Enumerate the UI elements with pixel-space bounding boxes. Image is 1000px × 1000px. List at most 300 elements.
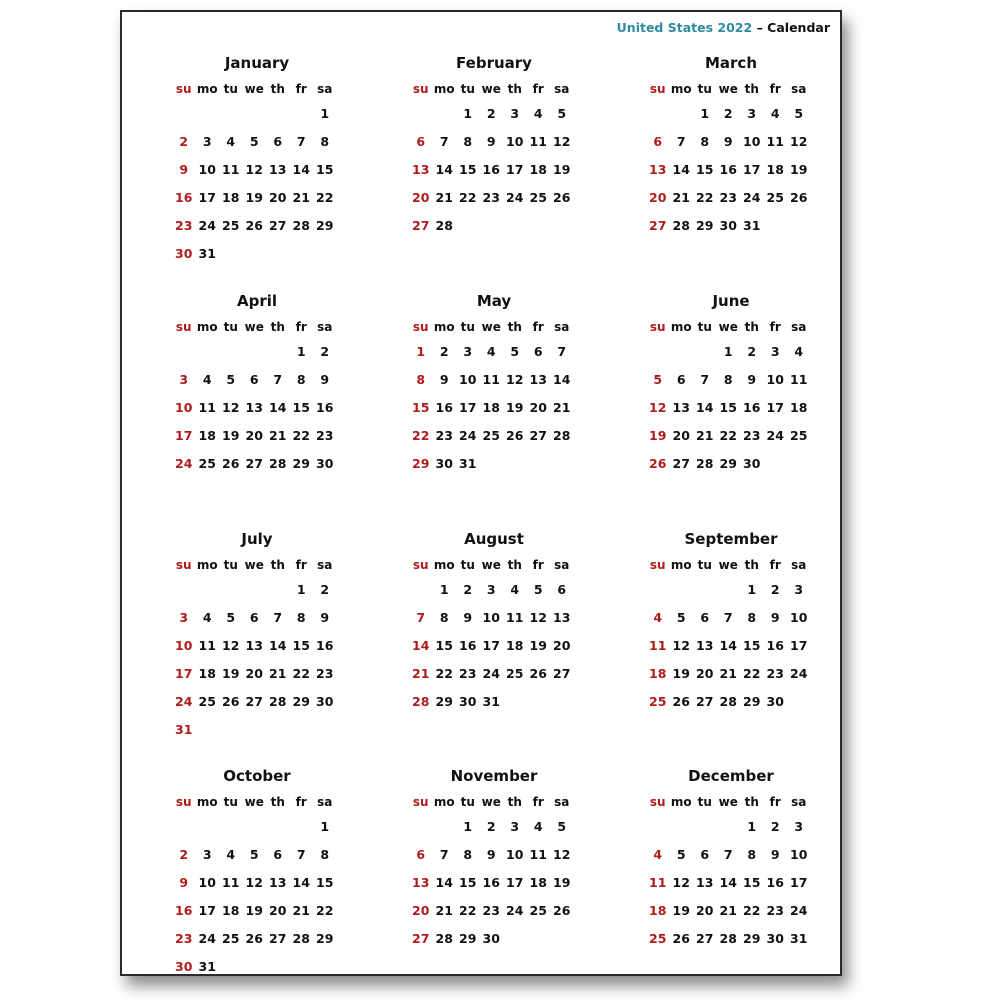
weekday-sa: sa xyxy=(791,320,807,334)
day-cell: 7 xyxy=(700,372,710,387)
weekday-header xyxy=(409,791,579,813)
empty-cell xyxy=(196,716,220,744)
day-cell: 19 xyxy=(245,903,263,918)
day-cell: 4 xyxy=(653,847,663,862)
day-cell: 2 xyxy=(723,106,733,121)
day-cell: 27 xyxy=(649,218,667,233)
day-cell: 30 xyxy=(435,456,453,471)
month-march xyxy=(646,52,816,240)
day-cell: 24 xyxy=(459,428,477,443)
day-cell: 13 xyxy=(269,875,287,890)
day-cell: 14 xyxy=(269,400,287,415)
weekday-we: we xyxy=(244,320,264,334)
week-row xyxy=(646,925,816,953)
calendar-sheet xyxy=(120,10,842,976)
day-cell: 1 xyxy=(747,819,757,834)
day-cell: 17 xyxy=(175,666,193,681)
day-cell: 27 xyxy=(245,456,263,471)
day-cell: 17 xyxy=(482,638,500,653)
day-cell: 5 xyxy=(557,106,567,121)
day-cell: 20 xyxy=(412,903,430,918)
empty-cell xyxy=(409,576,433,604)
day-cell: 14 xyxy=(672,162,690,177)
day-cell: 1 xyxy=(320,106,330,121)
day-cell: 13 xyxy=(245,400,263,415)
day-cell: 30 xyxy=(482,931,500,946)
weekday-mo: mo xyxy=(196,82,218,96)
day-cell: 25 xyxy=(198,694,216,709)
week-row xyxy=(409,813,579,841)
empty-cell xyxy=(480,212,504,240)
day-cell: 24 xyxy=(766,428,784,443)
empty-cell xyxy=(313,240,337,268)
day-cell: 3 xyxy=(747,106,757,121)
day-cell: 18 xyxy=(649,903,667,918)
day-cell: 26 xyxy=(222,694,240,709)
day-cell: 25 xyxy=(506,666,524,681)
month-may xyxy=(409,290,579,478)
week-row xyxy=(172,450,342,478)
day-cell: 20 xyxy=(245,428,263,443)
month-name: November xyxy=(450,767,538,785)
empty-cell xyxy=(219,813,243,841)
day-cell: 13 xyxy=(412,875,430,890)
day-cell: 24 xyxy=(506,190,524,205)
day-cell: 9 xyxy=(770,847,780,862)
day-cell: 11 xyxy=(222,162,240,177)
day-cell: 5 xyxy=(226,372,236,387)
day-cell: 25 xyxy=(222,931,240,946)
week-row xyxy=(172,576,342,604)
week-row xyxy=(172,394,342,422)
empty-cell xyxy=(480,450,504,478)
day-cell: 2 xyxy=(770,582,780,597)
day-cell: 21 xyxy=(672,190,690,205)
day-cell: 23 xyxy=(435,428,453,443)
day-cell: 11 xyxy=(649,638,667,653)
day-cell: 9 xyxy=(723,134,733,149)
day-cell: 3 xyxy=(794,582,804,597)
empty-cell xyxy=(550,688,574,716)
day-cell: 9 xyxy=(770,610,780,625)
week-row xyxy=(172,813,342,841)
day-cell: 19 xyxy=(553,162,571,177)
weekday-mo: mo xyxy=(196,558,218,572)
day-cell: 22 xyxy=(743,903,761,918)
weekday-th: th xyxy=(507,795,522,809)
day-cell: 14 xyxy=(719,875,737,890)
day-cell: 15 xyxy=(696,162,714,177)
day-cell: 19 xyxy=(553,875,571,890)
weekday-we: we xyxy=(481,558,501,572)
day-cell: 9 xyxy=(747,372,757,387)
day-cell: 22 xyxy=(292,428,310,443)
weekday-sa: sa xyxy=(554,82,570,96)
empty-cell xyxy=(196,813,220,841)
weekday-su: su xyxy=(412,795,429,809)
week-row xyxy=(409,422,579,450)
day-cell: 28 xyxy=(292,218,310,233)
day-cell: 22 xyxy=(316,190,334,205)
weekday-we: we xyxy=(481,320,501,334)
day-cell: 5 xyxy=(249,847,259,862)
weekday-fr: fr xyxy=(295,320,307,334)
weekday-su: su xyxy=(649,320,666,334)
weekday-fr: fr xyxy=(769,320,781,334)
day-cell: 17 xyxy=(790,638,808,653)
empty-cell xyxy=(646,338,670,366)
empty-cell xyxy=(243,576,267,604)
day-cell: 5 xyxy=(510,344,520,359)
day-cell: 28 xyxy=(412,694,430,709)
day-cell: 19 xyxy=(222,428,240,443)
day-cell: 12 xyxy=(529,610,547,625)
day-cell: 24 xyxy=(790,666,808,681)
day-cell: 18 xyxy=(506,638,524,653)
day-cell: 14 xyxy=(696,400,714,415)
day-cell: 7 xyxy=(439,134,449,149)
weekday-mo: mo xyxy=(433,795,455,809)
day-cell: 7 xyxy=(296,847,306,862)
day-cell: 23 xyxy=(316,428,334,443)
week-row xyxy=(646,184,816,212)
day-cell: 31 xyxy=(482,694,500,709)
day-cell: 28 xyxy=(553,428,571,443)
month-september xyxy=(646,528,816,716)
weekday-mo: mo xyxy=(670,320,692,334)
day-cell: 13 xyxy=(672,400,690,415)
day-cell: 7 xyxy=(723,610,733,625)
day-cell: 29 xyxy=(743,931,761,946)
empty-cell xyxy=(219,338,243,366)
day-cell: 22 xyxy=(435,666,453,681)
day-cell: 10 xyxy=(198,162,216,177)
day-cell: 28 xyxy=(672,218,690,233)
month-name: December xyxy=(688,767,774,785)
day-cell: 5 xyxy=(226,610,236,625)
day-cell: 6 xyxy=(676,372,686,387)
day-cell: 23 xyxy=(459,666,477,681)
weekday-fr: fr xyxy=(532,795,544,809)
empty-cell xyxy=(717,576,741,604)
day-cell: 17 xyxy=(766,400,784,415)
day-cell: 7 xyxy=(723,847,733,862)
empty-cell xyxy=(456,212,480,240)
day-cell: 16 xyxy=(743,400,761,415)
week-row xyxy=(646,450,816,478)
day-cell: 10 xyxy=(175,638,193,653)
day-cell: 15 xyxy=(316,162,334,177)
day-cell: 21 xyxy=(696,428,714,443)
month-name: January xyxy=(224,54,290,72)
empty-cell xyxy=(409,813,433,841)
header-country: United States xyxy=(616,20,714,35)
week-row xyxy=(172,100,342,128)
empty-cell xyxy=(550,450,574,478)
weekday-mo: mo xyxy=(433,558,455,572)
week-row xyxy=(646,660,816,688)
day-cell: 29 xyxy=(696,218,714,233)
empty-cell xyxy=(196,338,220,366)
day-cell: 4 xyxy=(486,344,496,359)
day-cell: 7 xyxy=(676,134,686,149)
day-cell: 8 xyxy=(320,134,330,149)
day-cell: 9 xyxy=(439,372,449,387)
day-cell: 29 xyxy=(435,694,453,709)
weekday-tu: tu xyxy=(223,82,238,96)
day-cell: 12 xyxy=(553,847,571,862)
empty-cell xyxy=(266,576,290,604)
empty-cell xyxy=(787,450,811,478)
weekday-header xyxy=(172,78,342,100)
day-cell: 3 xyxy=(510,106,520,121)
day-cell: 21 xyxy=(435,903,453,918)
weekday-we: we xyxy=(481,795,501,809)
week-row xyxy=(409,897,579,925)
day-cell: 25 xyxy=(529,190,547,205)
day-cell: 6 xyxy=(273,134,283,149)
week-row xyxy=(646,394,816,422)
day-cell: 17 xyxy=(790,875,808,890)
day-cell: 28 xyxy=(292,931,310,946)
day-cell: 28 xyxy=(696,456,714,471)
day-cell: 12 xyxy=(222,400,240,415)
day-cell: 13 xyxy=(553,610,571,625)
day-cell: 21 xyxy=(269,666,287,681)
day-cell: 1 xyxy=(463,106,473,121)
week-row xyxy=(646,604,816,632)
day-cell: 16 xyxy=(316,638,334,653)
month-name: February xyxy=(456,54,532,72)
day-cell: 28 xyxy=(719,694,737,709)
weekday-we: we xyxy=(718,558,738,572)
weekday-header xyxy=(646,78,816,100)
day-cell: 13 xyxy=(649,162,667,177)
weekday-su: su xyxy=(412,558,429,572)
day-cell: 18 xyxy=(198,428,216,443)
empty-cell xyxy=(550,925,574,953)
empty-cell xyxy=(266,953,290,981)
day-cell: 8 xyxy=(463,134,473,149)
empty-cell xyxy=(266,100,290,128)
week-row xyxy=(646,128,816,156)
weekday-fr: fr xyxy=(295,558,307,572)
day-cell: 3 xyxy=(202,134,212,149)
week-row xyxy=(409,925,579,953)
day-cell: 31 xyxy=(198,959,216,974)
day-cell: 17 xyxy=(506,162,524,177)
week-row xyxy=(172,366,342,394)
weekday-su: su xyxy=(175,320,192,334)
day-cell: 10 xyxy=(482,610,500,625)
week-row xyxy=(646,813,816,841)
day-cell: 29 xyxy=(719,456,737,471)
empty-cell xyxy=(764,212,788,240)
day-cell: 18 xyxy=(222,190,240,205)
day-cell: 8 xyxy=(296,610,306,625)
day-cell: 23 xyxy=(766,903,784,918)
empty-cell xyxy=(266,813,290,841)
day-cell: 11 xyxy=(529,134,547,149)
day-cell: 3 xyxy=(179,372,189,387)
day-cell: 4 xyxy=(533,106,543,121)
weekday-header xyxy=(646,316,816,338)
weekday-tu: tu xyxy=(460,795,475,809)
day-cell: 9 xyxy=(320,372,330,387)
day-cell: 20 xyxy=(269,190,287,205)
day-cell: 26 xyxy=(506,428,524,443)
day-cell: 24 xyxy=(790,903,808,918)
week-row xyxy=(646,688,816,716)
day-cell: 8 xyxy=(320,847,330,862)
day-cell: 26 xyxy=(672,694,690,709)
day-cell: 5 xyxy=(249,134,259,149)
weekday-fr: fr xyxy=(532,320,544,334)
day-cell: 23 xyxy=(175,931,193,946)
day-cell: 26 xyxy=(245,931,263,946)
empty-cell xyxy=(693,338,717,366)
week-row xyxy=(172,240,342,268)
day-cell: 2 xyxy=(486,106,496,121)
day-cell: 13 xyxy=(245,638,263,653)
weekday-mo: mo xyxy=(433,320,455,334)
week-row xyxy=(409,450,579,478)
day-cell: 8 xyxy=(416,372,426,387)
weekday-su: su xyxy=(175,795,192,809)
weekday-sa: sa xyxy=(791,795,807,809)
day-cell: 22 xyxy=(292,666,310,681)
weekday-th: th xyxy=(270,320,285,334)
empty-cell xyxy=(433,813,457,841)
day-cell: 12 xyxy=(672,638,690,653)
day-cell: 11 xyxy=(198,638,216,653)
day-cell: 20 xyxy=(529,400,547,415)
day-cell: 25 xyxy=(790,428,808,443)
day-cell: 4 xyxy=(653,610,663,625)
day-cell: 26 xyxy=(553,903,571,918)
day-cell: 11 xyxy=(506,610,524,625)
day-cell: 14 xyxy=(435,875,453,890)
day-cell: 24 xyxy=(198,218,216,233)
month-january xyxy=(172,52,342,268)
day-cell: 17 xyxy=(459,400,477,415)
day-cell: 19 xyxy=(222,666,240,681)
day-cell: 8 xyxy=(463,847,473,862)
weekday-we: we xyxy=(481,82,501,96)
day-cell: 22 xyxy=(316,903,334,918)
header-year: 2022 xyxy=(717,20,753,35)
empty-cell xyxy=(313,953,337,981)
day-cell: 6 xyxy=(700,610,710,625)
day-cell: 8 xyxy=(700,134,710,149)
month-name: June xyxy=(712,292,750,310)
weekday-tu: tu xyxy=(460,558,475,572)
day-cell: 9 xyxy=(179,162,189,177)
calendar-header xyxy=(617,20,830,35)
day-cell: 19 xyxy=(649,428,667,443)
week-row xyxy=(646,338,816,366)
day-cell: 15 xyxy=(459,875,477,890)
weekday-tu: tu xyxy=(697,558,712,572)
empty-cell xyxy=(670,338,694,366)
day-cell: 22 xyxy=(459,903,477,918)
day-cell: 23 xyxy=(719,190,737,205)
day-cell: 30 xyxy=(175,959,193,974)
day-cell: 21 xyxy=(553,400,571,415)
day-cell: 6 xyxy=(273,847,283,862)
empty-cell xyxy=(243,240,267,268)
week-row xyxy=(172,632,342,660)
day-cell: 16 xyxy=(175,903,193,918)
weekday-we: we xyxy=(718,320,738,334)
day-cell: 16 xyxy=(175,190,193,205)
weekday-su: su xyxy=(649,558,666,572)
day-cell: 24 xyxy=(198,931,216,946)
day-cell: 25 xyxy=(222,218,240,233)
weekday-fr: fr xyxy=(769,82,781,96)
weekday-sa: sa xyxy=(317,320,333,334)
day-cell: 10 xyxy=(790,610,808,625)
day-cell: 1 xyxy=(296,582,306,597)
day-cell: 25 xyxy=(766,190,784,205)
week-row xyxy=(646,100,816,128)
month-name: August xyxy=(464,530,524,548)
day-cell: 27 xyxy=(269,218,287,233)
day-cell: 18 xyxy=(766,162,784,177)
weekday-th: th xyxy=(744,558,759,572)
day-cell: 7 xyxy=(273,372,283,387)
header-separator: – xyxy=(756,20,763,35)
day-cell: 12 xyxy=(506,372,524,387)
day-cell: 18 xyxy=(198,666,216,681)
day-cell: 4 xyxy=(533,819,543,834)
day-cell: 29 xyxy=(743,694,761,709)
month-name: May xyxy=(476,292,512,310)
week-row xyxy=(172,338,342,366)
weekday-th: th xyxy=(744,795,759,809)
weekday-header xyxy=(172,791,342,813)
empty-cell xyxy=(527,450,551,478)
day-cell: 4 xyxy=(202,610,212,625)
day-cell: 20 xyxy=(245,666,263,681)
day-cell: 12 xyxy=(245,875,263,890)
day-cell: 6 xyxy=(416,847,426,862)
day-cell: 1 xyxy=(296,344,306,359)
empty-cell xyxy=(670,576,694,604)
weekday-th: th xyxy=(744,82,759,96)
day-cell: 23 xyxy=(175,218,193,233)
day-cell: 30 xyxy=(766,931,784,946)
weekday-we: we xyxy=(718,795,738,809)
week-row xyxy=(172,212,342,240)
empty-cell xyxy=(172,813,196,841)
day-cell: 27 xyxy=(696,694,714,709)
empty-cell xyxy=(503,925,527,953)
day-cell: 26 xyxy=(553,190,571,205)
week-row xyxy=(172,660,342,688)
day-cell: 17 xyxy=(198,190,216,205)
day-cell: 1 xyxy=(439,582,449,597)
month-december xyxy=(646,765,816,953)
day-cell: 6 xyxy=(416,134,426,149)
day-cell: 6 xyxy=(249,372,259,387)
week-row xyxy=(409,841,579,869)
day-cell: 1 xyxy=(463,819,473,834)
day-cell: 4 xyxy=(226,847,236,862)
empty-cell xyxy=(219,240,243,268)
day-cell: 15 xyxy=(435,638,453,653)
day-cell: 13 xyxy=(696,875,714,890)
